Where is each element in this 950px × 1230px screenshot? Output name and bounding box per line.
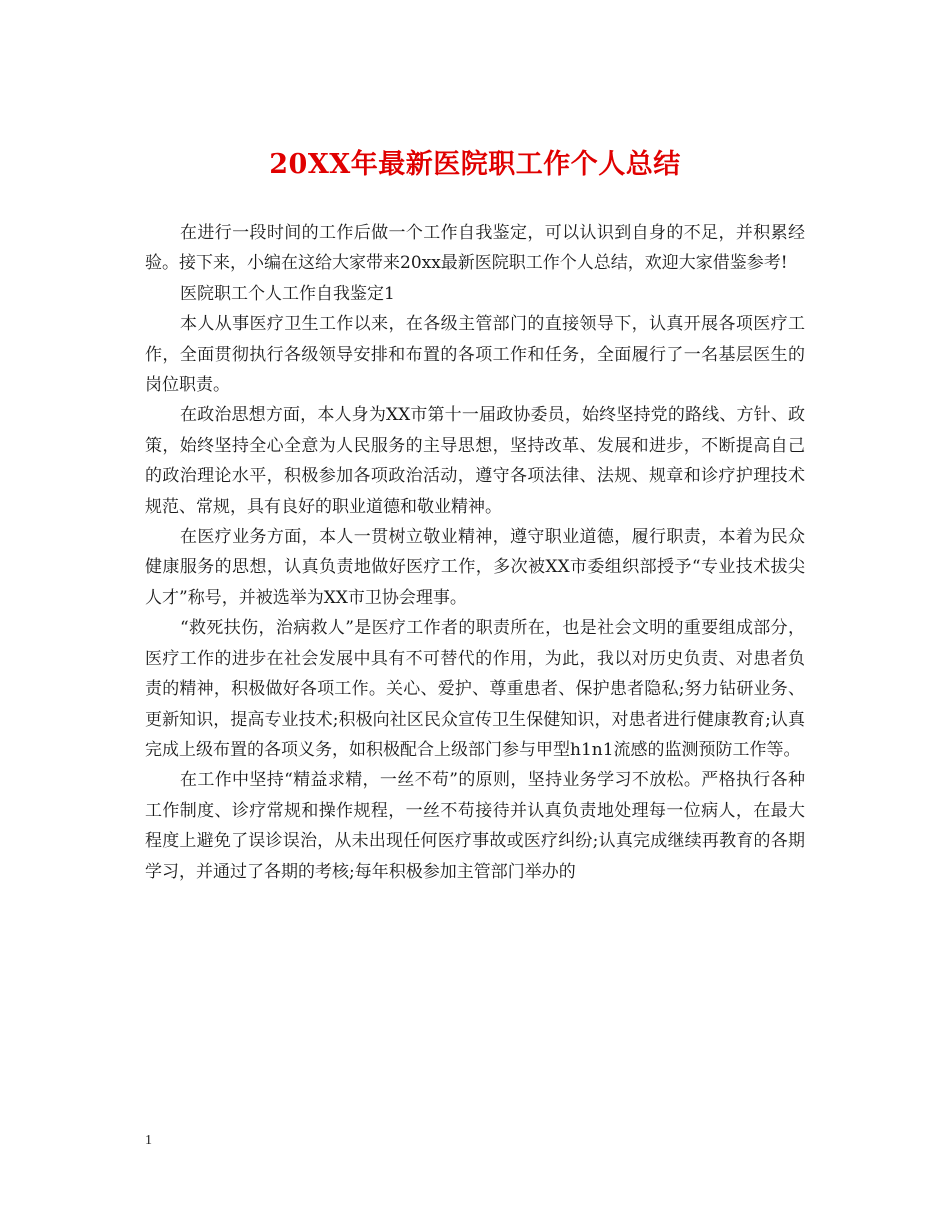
body-paragraph: 在工作中坚持“精益求精，一丝不苟”的原则，坚持业务学习不放松。严格执行各种工作制度、诊疗常规和操作规程，一丝不苟接待并认真负责地处理每一位病人，在最大程度上避免了误诊误治，从未出现任何医疗事故或医疗纠纷;认真完成继续再教育的各期学习，并通过了各期的考核;每年积极参加主管部门举办的 bbox=[145, 770, 805, 882]
body-paragraph: 本人从事医疗卫生工作以来，在各级主管部门的直接领导下，认真开展各项医疗工作，全面贯彻执行各级领导安排和布置的各项工作和任务，全面履行了一名基层医生的岗位职责。 bbox=[145, 314, 805, 396]
body-paragraph: “救死扶伤，治病救人”是医疗工作者的职责所在，也是社会文明的重要组成部分，医疗工作的进步在社会发展中具有不可替代的作用，为此，我以对历史负责、对患者负责的精神，积极做好各项工作。关心、爱护、尊重患者、保护患者隐私;努力钻研业务、更新知识，提高专业技术;积极向社区民众宣传卫生保健知识，对患者进行健康教育;认真完成上级布置的各项义务，如积极配合上级部门参与甲型h1n1流感的监测预防工作等。 bbox=[145, 618, 805, 760]
intro-paragraph: 在进行一段时间的工作后做一个工作自我鉴定，可以认识到自身的不足，并积累经验。接下来，小编在这给大家带来20xx最新医院职工作个人总结，欢迎大家借鉴参考! bbox=[145, 223, 805, 274]
document-body bbox=[145, 218, 805, 887]
body-paragraph: 在政治思想方面，本人身为XX市第十一届政协委员，始终坚持党的路线、方针、政策，始终坚持全心全意为人民服务的主导思想，坚持改革、发展和进步，不断提高自己的政治理论水平，积极参加各项政治活动，遵守各项法律、法规、规章和诊疗护理技术规范、常规，具有良好的职业道德和敬业精神。 bbox=[145, 405, 805, 517]
section-heading: 医院职工个人工作自我鉴定1 bbox=[180, 283, 395, 304]
body-paragraph: 在医疗业务方面，本人一贯树立敬业精神，遵守职业道德，履行职责，本着为民众健康服务的思想，认真负责地做好医疗工作，多次被XX市委组织部授予“专业技术拔尖人才”称号，并被选举为XX市卫协会理事。 bbox=[145, 527, 805, 608]
page-number: 1 bbox=[145, 1133, 152, 1148]
document-title: 20XX年最新医院职工作个人总结 bbox=[269, 149, 681, 180]
